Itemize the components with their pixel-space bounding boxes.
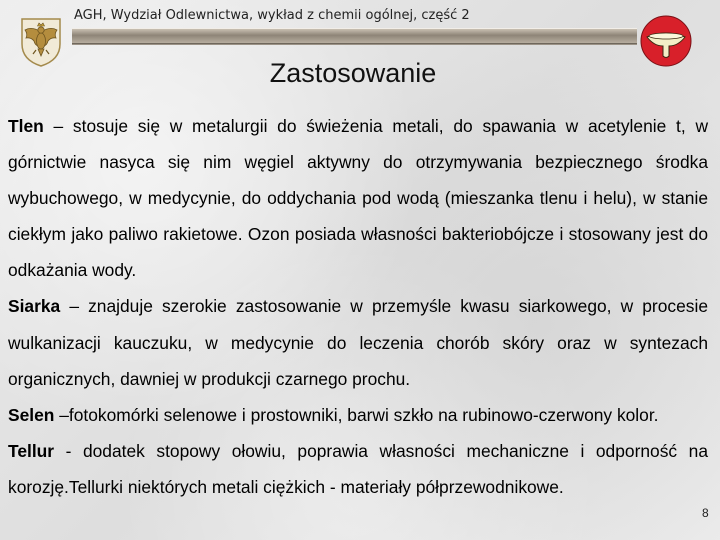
paragraph-selen [8,397,708,433]
term-tellur: Tellur [8,440,55,461]
paragraph-text: – stosuje się w metalurgii do świeżenia metali, do spawania w acetylenie t, w górnictwie nasyca się nim węgiel aktywny do otrzymywania bezpiecznego środka wybuchowego, w medycynie, do oddychania pod wodą (mieszanka tlenu i helu), w stanie ciekłym jako paliwo rakietowe. Ozon posiada własności bakteriobójcze i stosowany jest do odkażania wody. [8,116,708,281]
content-body [8,108,708,505]
paragraph-text: - dodatek stopowy ołowiu, poprawia własności mechaniczne i odporność na korozję.Tellurki niektórych metali ciężkich - materiały półprzewodnikowe. [8,440,708,497]
term-selen: Selen [8,404,55,425]
term-tlen: Tlen [8,116,44,136]
term-siarka: Siarka [8,296,61,317]
paragraph-tellur [8,433,708,505]
header-divider [72,44,637,45]
paragraph-text: – znajduje szerokie zastosowanie w przemyśle kwasu siarkowego, w procesie wulkanizacji kauczuku, w medycynie do leczenia chorób skóry oraz w syntezach organicznych, dawniej w produkcji czarnego prochu. [8,296,708,389]
header-caption: AGH, Wydział Odlewnictwa, wykład z chemii ogólnej, część 2 [74,8,470,23]
paragraph-siarka [8,288,708,396]
page-title: Zastosowanie [269,58,437,88]
page-number: 8 [702,506,709,520]
paragraph-text: –fotokomórki selenowe i prostowniki, barwi szkło na rubinowo-czerwony kolor. [54,404,659,425]
paragraph-tlen [8,108,708,288]
header-bar [72,28,637,44]
